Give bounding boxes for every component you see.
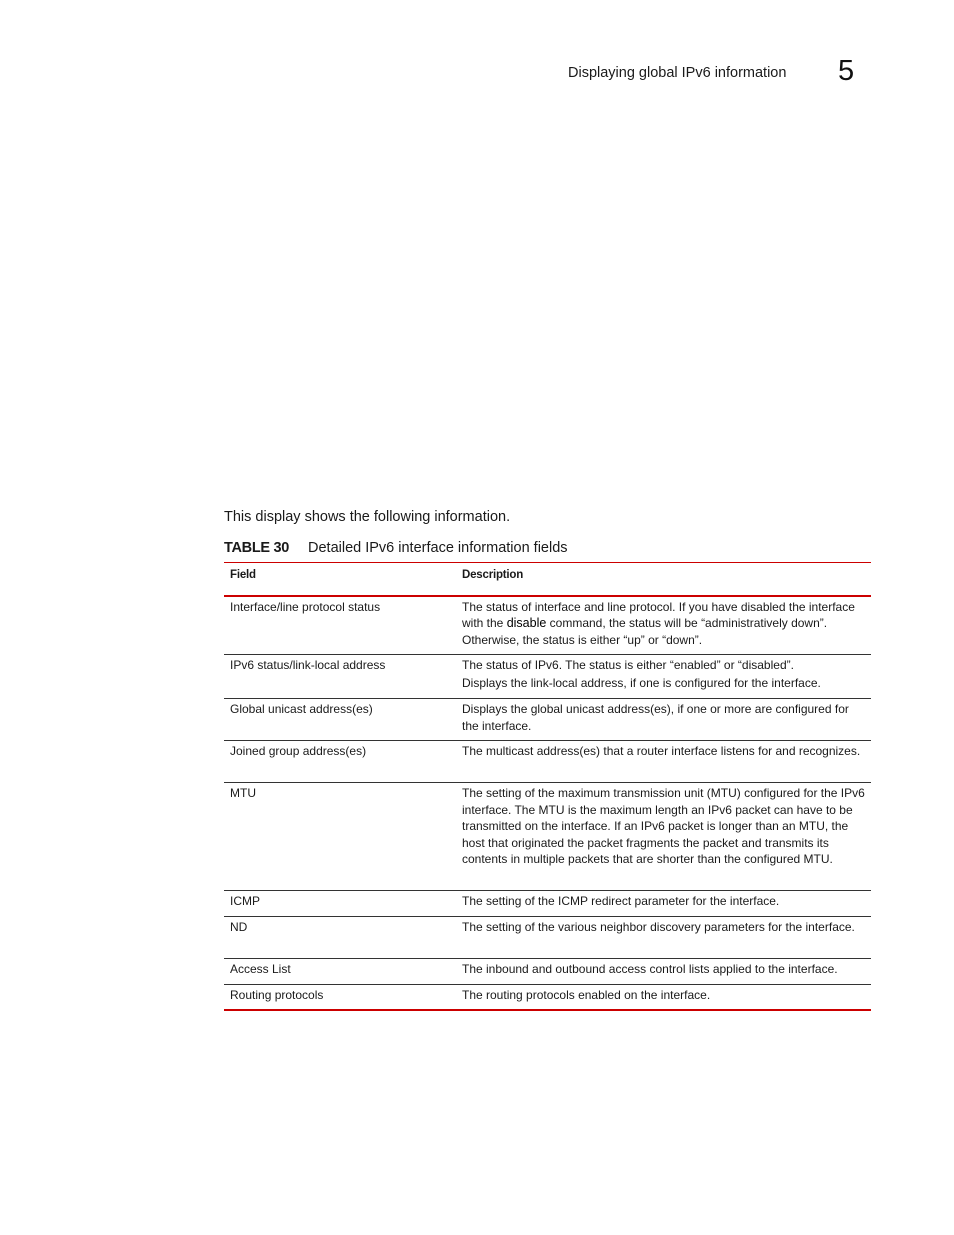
table-row	[224, 699, 871, 741]
field-cell: Interface/line protocol status	[230, 599, 381, 614]
table-row	[224, 783, 871, 891]
column-header-description: Description	[462, 569, 524, 581]
field-cell: ICMP	[230, 894, 260, 908]
column-header-field: Field	[230, 569, 256, 581]
table-row	[224, 741, 871, 783]
field-cell: Joined group address(es)	[230, 744, 367, 758]
description-cell	[456, 596, 871, 655]
description-line: Displays the link-local address, if one is configured for the interface.	[462, 675, 821, 690]
ipv6-interface-fields-table	[224, 562, 871, 1011]
description-cell: The setting of the various neighbor discovery parameters for the interface.	[462, 919, 855, 934]
table-title: Detailed IPv6 interface information fields	[308, 540, 568, 556]
intro-paragraph: This display shows the following information.	[224, 509, 511, 525]
field-cell: MTU	[230, 786, 256, 800]
table-row	[224, 958, 871, 984]
description-text: The status of interface and line protocol. If you have disabled the interface with the	[462, 599, 855, 630]
field-cell: IPv6 status/link-local address	[230, 658, 386, 672]
description-line: The status of IPv6. The status is either “enabled” or “disabled”.	[462, 658, 794, 672]
description-cell: The multicast address(es) that a router interface listens for and recognizes.	[462, 744, 861, 758]
table-row	[224, 596, 871, 655]
field-cell: Routing protocols	[230, 987, 324, 1002]
description-cell: The routing protocols enabled on the interface.	[462, 987, 711, 1002]
table-row	[224, 891, 871, 917]
table-row	[224, 984, 871, 1010]
description-text: command, the status will be “administratively down”. Otherwise, the status is either “up” or “down”.	[462, 616, 828, 647]
table-row	[224, 916, 871, 958]
description-cell: The setting of the ICMP redirect parameter for the interface.	[462, 894, 780, 908]
command-keyword: disable	[506, 616, 547, 630]
field-cell: Access List	[230, 961, 291, 976]
description-cell	[456, 655, 871, 699]
field-cell: Global unicast address(es)	[230, 702, 373, 716]
table-caption	[224, 540, 568, 556]
table-header-row	[224, 563, 871, 596]
description-cell: The inbound and outbound access control lists applied to the interface.	[462, 961, 838, 976]
table-label: TABLE 30	[224, 540, 290, 556]
running-header-title: Displaying global IPv6 information	[568, 65, 787, 81]
description-cell: The setting of the maximum transmission unit (MTU) configured for the IPv6 interface. The MTU is the maximum length an IPv6 packet can have to be transmitted on the interface. If an IPv6 packet is longer than an MTU, the host that originated the packet fragments the packet and transmits its contents in multiple packets that are shorter than the configured MTU.	[462, 786, 865, 866]
chapter-number: 5	[838, 55, 855, 87]
description-cell: Displays the global unicast address(es), if one or more are configured for the interface.	[462, 702, 849, 733]
table-row	[224, 655, 871, 699]
field-cell: ND	[230, 919, 248, 934]
